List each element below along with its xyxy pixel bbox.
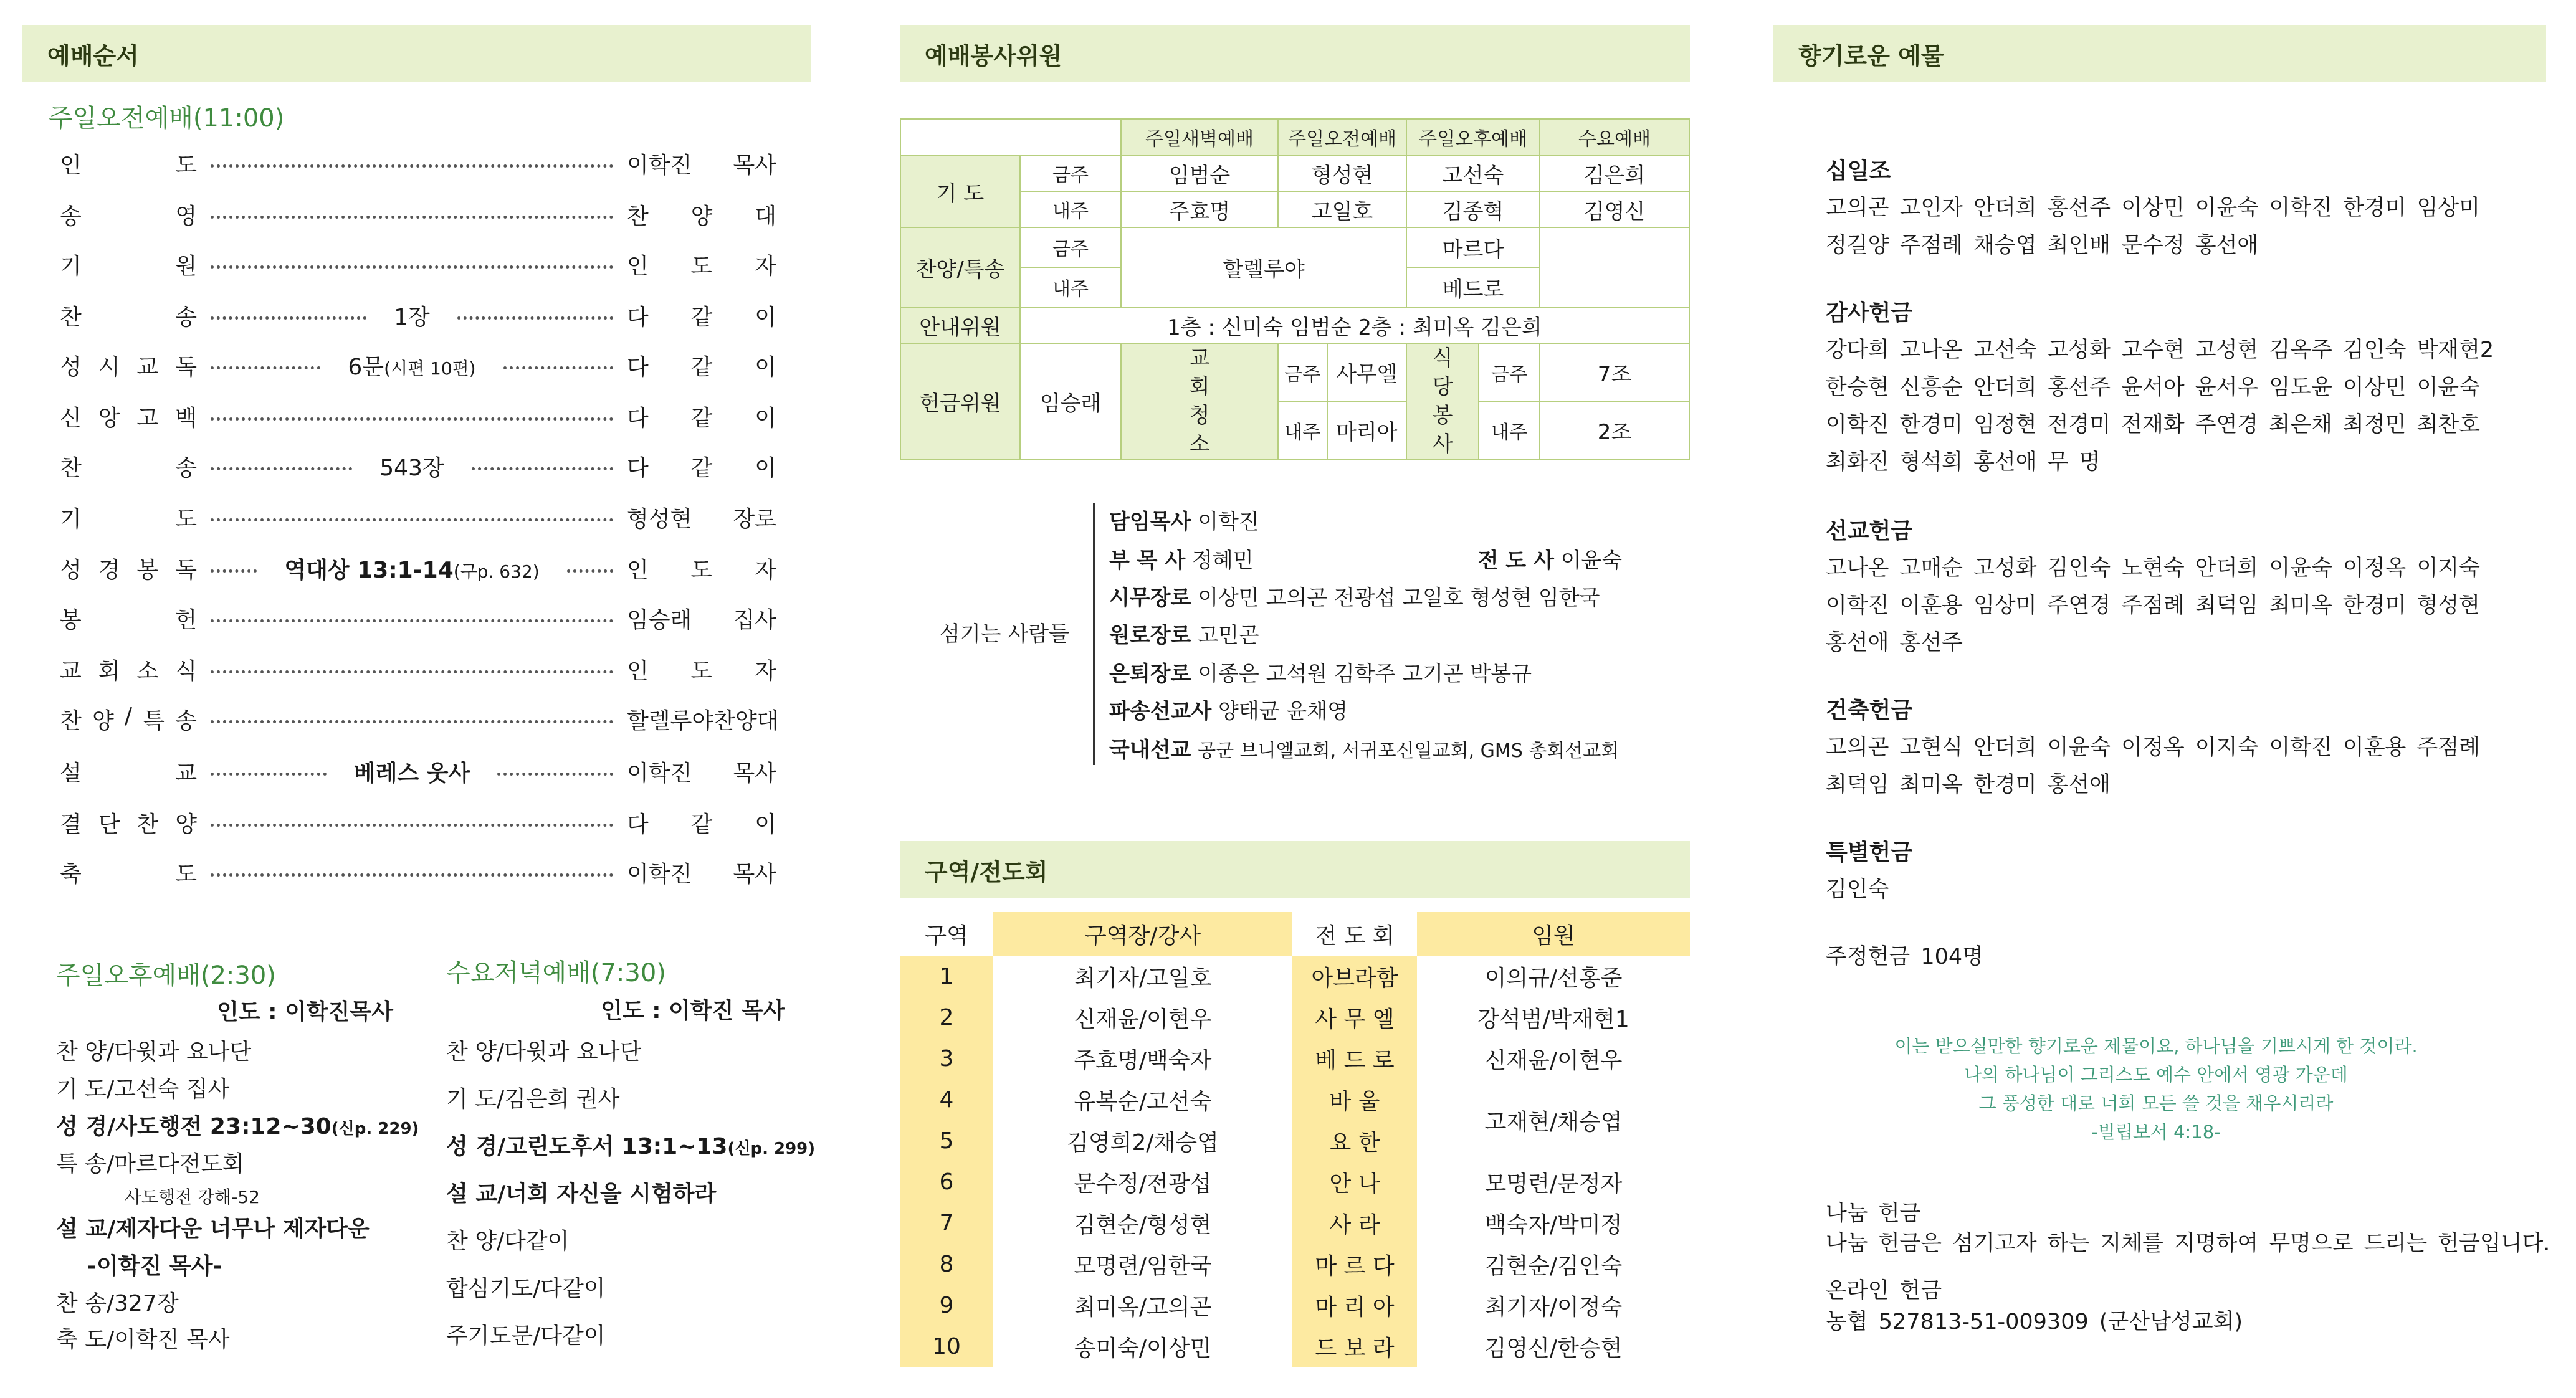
order-item-detail: 역대상 13:1-14(구p. 632)	[284, 557, 540, 583]
order-item	[60, 196, 776, 233]
staff-row: 국내선교 공군 브니엘교회, 서귀포신일교회, GMS 총회선교회	[1109, 738, 1620, 763]
thanks-line: 한승현 신흥순 안더희 홍선주 윤서아 윤서우 임도윤 이상민 이윤숙	[1826, 375, 2480, 400]
order-item-detail: 543장	[379, 455, 444, 481]
order-item	[60, 245, 776, 283]
build-heading: 건축헌금	[1826, 698, 1913, 723]
wednesday-leader: 인도 : 이학진 목사	[601, 998, 785, 1024]
wednesday-line: 주기도문/다같이	[446, 1323, 606, 1349]
staff-row: 원로장로 고민곤	[1109, 623, 1259, 648]
afternoon-leader: 인도 : 이학진목사	[217, 999, 393, 1025]
afternoon-line: 축 도/이학진 목사	[56, 1327, 230, 1353]
table-row: 8 모명련/임한국 마 르 다 김현순/김인숙	[900, 1243, 1690, 1285]
col-wednesday: 수요예배	[1540, 119, 1689, 155]
clean-label: 교회청소	[1189, 346, 1210, 457]
dot-leader	[211, 720, 613, 723]
order-item	[60, 297, 776, 334]
dot-leader	[211, 216, 613, 219]
dot-leader	[211, 670, 613, 673]
special-names: 김인숙	[1826, 877, 1889, 902]
mission-heading: 선교헌금	[1826, 518, 1913, 544]
table-row: 10 송미숙/이상민 드 보 라 김영신/한승현	[900, 1326, 1690, 1367]
dot-leader	[497, 773, 613, 776]
build-line: 최덕임 최미옥 한경미 홍선애	[1826, 773, 2111, 797]
servants-header: 예배봉사위원	[900, 25, 1690, 82]
order-item-detail: 베레스 웃사	[353, 760, 470, 786]
order-item	[60, 700, 779, 738]
dot-leader	[472, 467, 613, 470]
mission-line: 고나온 고매순 고성화 김인숙 노현숙 안더희 이윤숙 이정옥 이지숙	[1826, 556, 2480, 581]
afternoon-line: 특 송/마르다전도회	[56, 1151, 244, 1177]
tithe-line: 고의곤 고인자 안더희 홍선주 이상민 이윤숙 이학진 한경미 임상미	[1826, 196, 2480, 221]
dot-leader	[211, 467, 352, 470]
dot-leader	[503, 366, 613, 369]
tithe-line: 정길양 주점례 채승엽 최인배 문수정 홍선애	[1826, 233, 2259, 258]
servants-table: 주일새벽예배 주일오전예배 주일오후예배 수요예배 기 도 금주 임범순 형성현 고선숙 김은희 내주 주효명 고일호 김종혁 김영신 찬양/특송 금주 할렐루야 마르다 내주 베드로 안내위원 1층 : 신미숙 임범순 2층 : 최미옥 김은희 헌금위원 임승래 교회청소 금주 사무엘 식당봉사 금주 7조 내주 마리아 내주 2조	[900, 118, 1690, 460]
order-item	[60, 346, 776, 384]
order-item	[60, 854, 776, 891]
staff-row: 부 목 사 정혜민 전 도 사 이윤숙	[1109, 548, 1623, 573]
wednesday-line: 합심기도/다같이	[446, 1276, 606, 1301]
morning-title: 주일오전예배(11:00)	[49, 104, 285, 133]
order-item-name: 성 경 봉 독	[60, 557, 197, 583]
dot-leader	[211, 518, 613, 521]
mission-line: 이학진 이훈용 임상미 주연경 주점례 최덕임 최미옥 한경미 형성현	[1826, 593, 2480, 618]
staff-row: 담임목사 이학진	[1109, 510, 1259, 535]
afternoon-line: -이학진 목사-	[87, 1253, 222, 1279]
order-item-person: 찬 양 대	[627, 203, 776, 229]
wednesday-line: 성 경/고린도후서 13:1~13(신p. 299)	[446, 1134, 816, 1159]
praise-label: 찬양/특송	[900, 227, 1020, 307]
afternoon-line: 사도행전 강해-52	[125, 1187, 260, 1207]
dot-leader	[211, 316, 366, 320]
dot-leader	[211, 773, 327, 776]
mission-line: 홍선애 홍선주	[1826, 630, 1963, 655]
prayer-label: 기 도	[900, 155, 1020, 227]
staff-label: 섬기는 사람들	[940, 622, 1069, 647]
afternoon-title: 주일오후예배(2:30)	[56, 961, 276, 990]
order-item-person: 이학진 목사	[627, 861, 776, 887]
order-item-name: 축 도	[60, 861, 197, 887]
table-row: 5 김영희2/채승엽 요 한	[900, 1120, 1690, 1161]
order-item	[60, 650, 776, 688]
order-item-name: 찬 양 / 특 송	[60, 703, 197, 734]
wednesday-line: 기 도/김은희 권사	[446, 1087, 620, 1112]
afternoon-line: 기 도/고선숙 집사	[56, 1077, 230, 1102]
table-row: 7 김현순/형성현 사 라 백숙자/박미정	[900, 1202, 1690, 1243]
build-line: 고의곤 고현식 안더희 이윤숙 이정옥 이지숙 이학진 이훈용 주점례	[1826, 735, 2480, 760]
weekly-offering: 주정헌금 104명	[1826, 944, 1983, 969]
tithe-heading: 십일조	[1826, 158, 1891, 184]
order-item-name: 신 앙 고 백	[60, 405, 197, 431]
order-item-name: 교 회 소 식	[60, 658, 197, 684]
table-row: 6 문수정/전광섭 안 나 모명련/문정자	[900, 1161, 1690, 1202]
order-item-person: 이학진 목사	[627, 760, 777, 786]
money-label: 헌금위원	[900, 343, 1020, 459]
afternoon-line: 찬 양/다윗과 요나단	[56, 1039, 252, 1065]
share-heading: 나눔 헌금	[1826, 1201, 1921, 1226]
order-item-person: 인 도 자	[627, 253, 776, 279]
order-item	[60, 498, 776, 536]
order-item-detail: 1장	[394, 304, 430, 330]
afternoon-line: 성 경/사도행전 23:12~30(신p. 229)	[56, 1114, 419, 1139]
order-item-detail: 6문(시편 10편)	[348, 354, 476, 380]
col-afternoon: 주일오후예배	[1406, 119, 1540, 155]
order-item-name: 송 영	[60, 203, 197, 229]
dot-leader	[211, 619, 613, 622]
order-item-name: 봉 헌	[60, 607, 197, 633]
afternoon-line: 찬 송/327장	[56, 1291, 179, 1316]
order-item-name: 찬 송	[60, 455, 197, 481]
order-item-name: 기 원	[60, 253, 197, 279]
dot-leader	[211, 417, 613, 421]
thanks-heading: 감사헌금	[1826, 300, 1913, 326]
thanks-line: 이학진 한경미 임정현 전경미 전재화 주연경 최은채 최정민 최찬호	[1826, 412, 2480, 437]
table-row: 9 최미옥/고의곤 마 리 아 최기자/이정숙	[900, 1285, 1690, 1326]
wednesday-line: 설 교/너희 자신을 시험하라	[446, 1181, 717, 1207]
praise-main: 할렐루야	[1121, 227, 1406, 307]
dot-leader	[211, 873, 613, 877]
order-item-person: 다 같 이	[627, 354, 776, 380]
order-item-name: 설 교	[60, 760, 197, 786]
order-item-name: 결 단 찬 양	[60, 811, 197, 837]
order-item-person: 인 도 자	[627, 557, 776, 583]
order-item-name: 성 시 교 독	[60, 354, 197, 380]
dot-leader	[211, 265, 613, 269]
order-item-person: 다 같 이	[627, 455, 776, 481]
share-text: 나눔 헌금은 섬기고자 하는 지체를 지명하여 무명으로 드리는 헌금입니다.	[1826, 1231, 2550, 1256]
wednesday-line: 찬 양/다같이	[446, 1229, 570, 1254]
order-item	[60, 599, 776, 637]
cafe-label: 식당봉사	[1432, 346, 1453, 457]
order-header: 예배순서	[22, 25, 811, 82]
dot-leader	[211, 824, 613, 827]
order-item	[60, 397, 776, 435]
order-item	[60, 145, 776, 182]
special-heading: 특별헌금	[1826, 840, 1913, 865]
order-item-name: 찬 송	[60, 304, 197, 330]
groups-table: 구역 구역장/강사 전 도 회 임원 1 최기자/고일호 아브라함 이의규/선홍준 2 신재윤/이현우 사 무 엘 강석범/박재현1 3 주효명/백숙자 베 드 로 신재윤/이현우 4 유복순/고선숙 바 울 고재현/채승엽 5 김영희2/채승엽 요 한 6 문수정/전광섭 안 나 모명련/문정자 7 김현순/형성현 사 라 백숙자/박미정 8 모명련/임한국 마 르 다 김현순/김인숙 9 최미옥/고의곤 마 리 아 최기자/이정숙 10 송미숙/이상민 드 보 라 김영신/한승현	[900, 912, 1690, 1367]
online-account: 농협 527813-51-009309 (군산남성교회)	[1826, 1310, 2243, 1334]
staff-row: 시무장로 이상민 고의곤 전광섭 고일호 형성현 임한국	[1109, 586, 1600, 611]
table-row: 4 유복순/고선숙 바 울 고재현/채승엽	[900, 1079, 1690, 1120]
order-item	[60, 549, 776, 587]
online-heading: 온라인 헌금	[1826, 1278, 1942, 1303]
staff-row: 은퇴장로 이종은 고석원 김학주 고기곤 박봉규	[1109, 662, 1532, 687]
order-item-person: 다 같 이	[627, 811, 776, 837]
order-item-name: 기 도	[60, 506, 197, 532]
thanks-line: 최화진 형석희 홍선애 무 명	[1826, 450, 2101, 475]
order-item	[60, 804, 776, 841]
bible-verse: 이는 받으실만한 향기로운 제물이요, 하나님을 기쁘시게 한 것이라. 나의 하나님이 그리스도 예수 안에서 영광 가운데 그 풍성한 대로 너희 모든 쓸 것을 채우시리라 -빌립보서 4:18-	[1894, 1035, 2418, 1143]
order-item-name: 인 도	[60, 152, 197, 178]
dot-leader	[567, 569, 613, 573]
order-item-person: 이학진 목사	[627, 152, 776, 178]
dot-leader	[211, 569, 257, 573]
col-morning: 주일오전예배	[1278, 119, 1406, 155]
dot-leader	[457, 316, 613, 320]
afternoon-line: 설 교/제자다운 너무나 제자다운	[56, 1216, 370, 1242]
dot-leader	[211, 366, 320, 369]
thanks-line: 강다희 고나온 고선숙 고성화 고수현 고성현 김옥주 김인숙 박재현2	[1826, 338, 2494, 363]
dot-leader	[211, 164, 613, 168]
table-row: 3 주효명/백숙자 베 드 로 신재윤/이현우	[900, 1038, 1690, 1079]
order-item	[60, 753, 776, 790]
col-dawn: 주일새벽예배	[1121, 119, 1278, 155]
order-item-person: 다 같 이	[627, 405, 776, 431]
order-item-person: 임승래 집사	[627, 607, 776, 633]
guide-names: 1층 : 신미숙 임범순 2층 : 최미옥 김은희	[1020, 307, 1689, 343]
guide-label: 안내위원	[900, 307, 1020, 343]
offerings-header: 향기로운 예물	[1773, 25, 2546, 82]
order-item-person: 인 도 자	[627, 658, 776, 684]
order-item-person: 형성현 장로	[627, 506, 776, 532]
order-item-person: 할 렐 루 야 찬 양 대	[627, 708, 779, 734]
staff-row: 파송선교사 양태균 윤채영	[1109, 699, 1348, 724]
groups-header: 구역/전도회	[900, 841, 1690, 898]
order-item-person: 다 같 이	[627, 304, 776, 330]
table-row: 1 최기자/고일호 아브라함 이의규/선홍준	[900, 956, 1690, 997]
order-item	[60, 447, 776, 485]
table-row: 2 신재윤/이현우 사 무 엘 강석범/박재현1	[900, 997, 1690, 1038]
staff-divider	[1093, 503, 1095, 765]
wednesday-line: 찬 양/다윗과 요나단	[446, 1039, 642, 1065]
wednesday-title: 수요저녁예배(7:30)	[446, 959, 666, 987]
